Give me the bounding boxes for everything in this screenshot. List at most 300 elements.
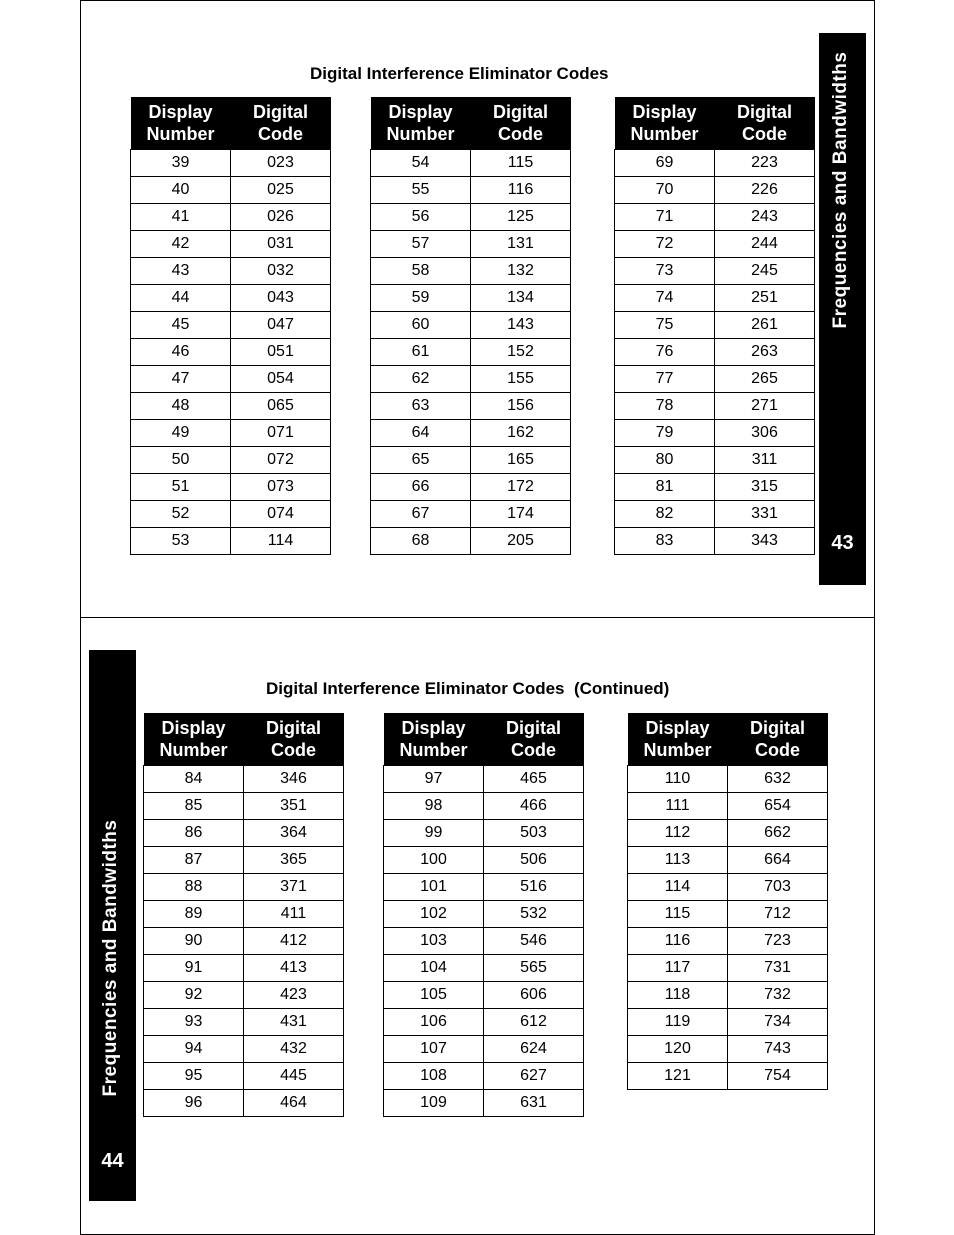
digital-code-cell: 065 bbox=[231, 393, 331, 420]
table-row bbox=[615, 204, 815, 231]
digital-code-cell: 466 bbox=[484, 793, 584, 820]
table-header-row bbox=[144, 713, 344, 766]
display-number-cell: 118 bbox=[628, 982, 728, 1009]
display-number-cell: 96 bbox=[144, 1090, 244, 1117]
table-row bbox=[384, 955, 584, 982]
table-row bbox=[131, 285, 331, 312]
display-number-cell: 84 bbox=[144, 766, 244, 793]
display-number-cell: 40 bbox=[131, 177, 231, 204]
table-row bbox=[144, 982, 344, 1009]
digital-code-cell: 612 bbox=[484, 1009, 584, 1036]
display-number-cell: 67 bbox=[371, 501, 471, 528]
display-number-cell: 108 bbox=[384, 1063, 484, 1090]
display-number-cell: 119 bbox=[628, 1009, 728, 1036]
header-line: Display bbox=[161, 718, 226, 738]
header-line: Digital bbox=[505, 718, 561, 738]
digital-code-cell: 025 bbox=[231, 177, 331, 204]
display-number-cell: 44 bbox=[131, 285, 231, 312]
display-number-cell: 41 bbox=[131, 204, 231, 231]
digital-code-cell: 116 bbox=[471, 177, 571, 204]
display-number-header bbox=[615, 97, 715, 150]
display-number-cell: 94 bbox=[144, 1036, 244, 1063]
table-row bbox=[371, 339, 571, 366]
display-number-cell: 46 bbox=[131, 339, 231, 366]
header-line: Code bbox=[511, 740, 556, 760]
display-number-cell: 51 bbox=[131, 474, 231, 501]
digital-code-cell: 162 bbox=[471, 420, 571, 447]
digital-code-cell: 226 bbox=[715, 177, 815, 204]
digital-code-cell: 712 bbox=[728, 901, 828, 928]
header-line: Display bbox=[388, 102, 453, 122]
display-number-cell: 102 bbox=[384, 901, 484, 928]
display-number-cell: 81 bbox=[615, 474, 715, 501]
display-number-cell: 73 bbox=[615, 258, 715, 285]
digital-code-header bbox=[728, 713, 828, 766]
header-line: Code bbox=[498, 124, 543, 144]
display-number-cell: 91 bbox=[144, 955, 244, 982]
codes-table-1 bbox=[143, 713, 344, 1117]
table-row bbox=[371, 312, 571, 339]
display-number-cell: 76 bbox=[615, 339, 715, 366]
page-number: 43 bbox=[831, 532, 854, 554]
display-number-cell: 64 bbox=[371, 420, 471, 447]
table-row bbox=[371, 420, 571, 447]
digital-code-cell: 165 bbox=[471, 447, 571, 474]
table-row bbox=[144, 1009, 344, 1036]
table-header-row bbox=[371, 97, 571, 150]
display-number-cell: 80 bbox=[615, 447, 715, 474]
table-row bbox=[144, 1036, 344, 1063]
table-row bbox=[615, 258, 815, 285]
display-number-cell: 87 bbox=[144, 847, 244, 874]
digital-code-cell: 134 bbox=[471, 285, 571, 312]
table-row bbox=[371, 447, 571, 474]
table-row bbox=[628, 1036, 828, 1063]
digital-code-cell: 032 bbox=[231, 258, 331, 285]
digital-code-cell: 072 bbox=[231, 447, 331, 474]
display-number-cell: 112 bbox=[628, 820, 728, 847]
header-line: Display bbox=[645, 718, 710, 738]
table-row bbox=[628, 1009, 828, 1036]
digital-code-cell: 365 bbox=[244, 847, 344, 874]
digital-code-header bbox=[484, 713, 584, 766]
table-row bbox=[615, 366, 815, 393]
digital-code-cell: 411 bbox=[244, 901, 344, 928]
display-number-cell: 77 bbox=[615, 366, 715, 393]
display-number-header bbox=[144, 713, 244, 766]
digital-code-cell: 026 bbox=[231, 204, 331, 231]
digital-code-cell: 174 bbox=[471, 501, 571, 528]
display-number-cell: 48 bbox=[131, 393, 231, 420]
digital-code-cell: 371 bbox=[244, 874, 344, 901]
display-number-cell: 93 bbox=[144, 1009, 244, 1036]
display-number-cell: 54 bbox=[371, 150, 471, 177]
table-row bbox=[628, 874, 828, 901]
header-line: Display bbox=[148, 102, 213, 122]
display-number-cell: 78 bbox=[615, 393, 715, 420]
table-row bbox=[371, 177, 571, 204]
display-number-cell: 114 bbox=[628, 874, 728, 901]
digital-code-cell: 172 bbox=[471, 474, 571, 501]
header-line: Number bbox=[643, 740, 712, 760]
digital-code-cell: 031 bbox=[231, 231, 331, 258]
display-number-cell: 52 bbox=[131, 501, 231, 528]
display-number-cell: 109 bbox=[384, 1090, 484, 1117]
digital-code-cell: 754 bbox=[728, 1063, 828, 1090]
digital-code-cell: 546 bbox=[484, 928, 584, 955]
display-number-header bbox=[371, 97, 471, 150]
display-number-cell: 92 bbox=[144, 982, 244, 1009]
table-row bbox=[628, 766, 828, 793]
digital-code-cell: 331 bbox=[715, 501, 815, 528]
table-row bbox=[384, 820, 584, 847]
digital-code-cell: 047 bbox=[231, 312, 331, 339]
display-number-cell: 53 bbox=[131, 528, 231, 555]
table-row bbox=[131, 501, 331, 528]
table-row bbox=[615, 528, 815, 555]
display-number-cell: 58 bbox=[371, 258, 471, 285]
display-number-cell: 56 bbox=[371, 204, 471, 231]
display-number-cell: 43 bbox=[131, 258, 231, 285]
table-row bbox=[144, 1090, 344, 1117]
digital-code-cell: 023 bbox=[231, 150, 331, 177]
header-line: Code bbox=[258, 124, 303, 144]
table-row bbox=[615, 285, 815, 312]
display-number-cell: 65 bbox=[371, 447, 471, 474]
section-tab-label: Frequencies and Bandwidths bbox=[100, 819, 121, 1097]
table-row bbox=[628, 928, 828, 955]
display-number-cell: 120 bbox=[628, 1036, 728, 1063]
table-row bbox=[628, 901, 828, 928]
table-row bbox=[131, 366, 331, 393]
table-row bbox=[384, 1063, 584, 1090]
page-44 bbox=[80, 617, 875, 1235]
table-row bbox=[615, 177, 815, 204]
display-number-cell: 57 bbox=[371, 231, 471, 258]
digital-code-cell: 311 bbox=[715, 447, 815, 474]
display-number-cell: 55 bbox=[371, 177, 471, 204]
table-row bbox=[384, 982, 584, 1009]
digital-code-cell: 132 bbox=[471, 258, 571, 285]
digital-code-cell: 734 bbox=[728, 1009, 828, 1036]
display-number-cell: 49 bbox=[131, 420, 231, 447]
digital-code-cell: 703 bbox=[728, 874, 828, 901]
digital-code-cell: 364 bbox=[244, 820, 344, 847]
page-43 bbox=[80, 0, 875, 618]
digital-code-cell: 445 bbox=[244, 1063, 344, 1090]
table-row bbox=[371, 150, 571, 177]
table-row bbox=[131, 420, 331, 447]
header-line: Display bbox=[401, 718, 466, 738]
display-number-cell: 66 bbox=[371, 474, 471, 501]
table-row bbox=[615, 474, 815, 501]
display-number-cell: 107 bbox=[384, 1036, 484, 1063]
display-number-cell: 89 bbox=[144, 901, 244, 928]
digital-code-cell: 223 bbox=[715, 150, 815, 177]
table-row bbox=[384, 793, 584, 820]
table-row bbox=[628, 1063, 828, 1090]
digital-code-cell: 465 bbox=[484, 766, 584, 793]
header-line: Digital bbox=[252, 102, 308, 122]
page-number: 44 bbox=[101, 1150, 124, 1172]
display-number-cell: 90 bbox=[144, 928, 244, 955]
section-tab bbox=[819, 33, 866, 585]
header-line: Digital bbox=[265, 718, 321, 738]
table-row bbox=[144, 793, 344, 820]
digital-code-cell: 244 bbox=[715, 231, 815, 258]
table-row bbox=[615, 231, 815, 258]
table-row bbox=[628, 955, 828, 982]
display-number-cell: 111 bbox=[628, 793, 728, 820]
header-line: Number bbox=[146, 124, 215, 144]
table-row bbox=[131, 474, 331, 501]
digital-code-cell: 051 bbox=[231, 339, 331, 366]
display-number-cell: 98 bbox=[384, 793, 484, 820]
display-number-cell: 104 bbox=[384, 955, 484, 982]
codes-table-3 bbox=[627, 713, 828, 1090]
display-number-cell: 103 bbox=[384, 928, 484, 955]
table-row bbox=[144, 1063, 344, 1090]
header-line: Number bbox=[159, 740, 228, 760]
display-number-cell: 59 bbox=[371, 285, 471, 312]
digital-code-cell: 506 bbox=[484, 847, 584, 874]
table-row bbox=[131, 204, 331, 231]
digital-code-cell: 631 bbox=[484, 1090, 584, 1117]
digital-code-cell: 723 bbox=[728, 928, 828, 955]
digital-code-cell: 431 bbox=[244, 1009, 344, 1036]
digital-code-cell: 664 bbox=[728, 847, 828, 874]
table-row bbox=[131, 177, 331, 204]
digital-code-cell: 624 bbox=[484, 1036, 584, 1063]
display-number-cell: 113 bbox=[628, 847, 728, 874]
display-number-cell: 50 bbox=[131, 447, 231, 474]
display-number-cell: 116 bbox=[628, 928, 728, 955]
digital-code-cell: 432 bbox=[244, 1036, 344, 1063]
digital-code-cell: 351 bbox=[244, 793, 344, 820]
display-number-cell: 62 bbox=[371, 366, 471, 393]
header-line: Code bbox=[755, 740, 800, 760]
header-line: Number bbox=[399, 740, 468, 760]
header-line: Display bbox=[632, 102, 697, 122]
table-row bbox=[144, 766, 344, 793]
digital-code-cell: 152 bbox=[471, 339, 571, 366]
display-number-cell: 121 bbox=[628, 1063, 728, 1090]
digital-code-cell: 731 bbox=[728, 955, 828, 982]
table-row bbox=[628, 820, 828, 847]
header-line: Number bbox=[386, 124, 455, 144]
table-row bbox=[615, 501, 815, 528]
table-row bbox=[628, 847, 828, 874]
table-row bbox=[131, 339, 331, 366]
display-number-cell: 71 bbox=[615, 204, 715, 231]
page-title: Digital Interference Eliminator Codes (Continued) bbox=[266, 679, 670, 698]
display-number-cell: 72 bbox=[615, 231, 715, 258]
display-number-cell: 86 bbox=[144, 820, 244, 847]
display-number-cell: 69 bbox=[615, 150, 715, 177]
digital-code-header bbox=[471, 97, 571, 150]
digital-code-cell: 114 bbox=[231, 528, 331, 555]
digital-code-header bbox=[244, 713, 344, 766]
display-number-cell: 100 bbox=[384, 847, 484, 874]
digital-code-cell: 743 bbox=[728, 1036, 828, 1063]
table-row bbox=[384, 1036, 584, 1063]
display-number-cell: 95 bbox=[144, 1063, 244, 1090]
display-number-cell: 106 bbox=[384, 1009, 484, 1036]
table-row bbox=[144, 874, 344, 901]
table-row bbox=[144, 955, 344, 982]
digital-code-cell: 423 bbox=[244, 982, 344, 1009]
table-row bbox=[615, 150, 815, 177]
display-number-cell: 83 bbox=[615, 528, 715, 555]
table-row bbox=[384, 901, 584, 928]
table-row bbox=[371, 204, 571, 231]
table-row bbox=[615, 312, 815, 339]
display-number-cell: 88 bbox=[144, 874, 244, 901]
digital-code-cell: 565 bbox=[484, 955, 584, 982]
table-header-row bbox=[131, 97, 331, 150]
table-row bbox=[371, 474, 571, 501]
digital-code-cell: 243 bbox=[715, 204, 815, 231]
display-number-cell: 63 bbox=[371, 393, 471, 420]
table-row bbox=[371, 285, 571, 312]
table-row bbox=[131, 393, 331, 420]
codes-table-2 bbox=[370, 97, 571, 555]
digital-code-cell: 115 bbox=[471, 150, 571, 177]
digital-code-cell: 503 bbox=[484, 820, 584, 847]
table-row bbox=[384, 1009, 584, 1036]
digital-code-cell: 131 bbox=[471, 231, 571, 258]
table-header-row bbox=[384, 713, 584, 766]
header-line: Digital bbox=[749, 718, 805, 738]
display-number-cell: 79 bbox=[615, 420, 715, 447]
table-header-row bbox=[628, 713, 828, 766]
digital-code-cell: 263 bbox=[715, 339, 815, 366]
table-row bbox=[144, 847, 344, 874]
display-number-cell: 47 bbox=[131, 366, 231, 393]
digital-code-cell: 413 bbox=[244, 955, 344, 982]
table-row bbox=[615, 393, 815, 420]
display-number-cell: 42 bbox=[131, 231, 231, 258]
display-number-cell: 45 bbox=[131, 312, 231, 339]
display-number-cell: 115 bbox=[628, 901, 728, 928]
digital-code-cell: 261 bbox=[715, 312, 815, 339]
codes-table-3 bbox=[614, 97, 815, 555]
page-title: Digital Interference Eliminator Codes bbox=[310, 64, 609, 83]
display-number-cell: 82 bbox=[615, 501, 715, 528]
table-row bbox=[384, 874, 584, 901]
header-line: Number bbox=[630, 124, 699, 144]
table-row bbox=[628, 982, 828, 1009]
digital-code-cell: 271 bbox=[715, 393, 815, 420]
digital-code-cell: 632 bbox=[728, 766, 828, 793]
display-number-cell: 110 bbox=[628, 766, 728, 793]
table-row bbox=[131, 150, 331, 177]
table-row bbox=[144, 820, 344, 847]
digital-code-cell: 346 bbox=[244, 766, 344, 793]
display-number-cell: 101 bbox=[384, 874, 484, 901]
table-row bbox=[371, 366, 571, 393]
digital-code-cell: 074 bbox=[231, 501, 331, 528]
table-row bbox=[131, 231, 331, 258]
table-row bbox=[131, 528, 331, 555]
table-row bbox=[371, 501, 571, 528]
display-number-cell: 105 bbox=[384, 982, 484, 1009]
codes-table-1 bbox=[130, 97, 331, 555]
table-row bbox=[144, 928, 344, 955]
section-tab bbox=[89, 650, 136, 1201]
table-row bbox=[615, 420, 815, 447]
table-row bbox=[628, 793, 828, 820]
table-row bbox=[384, 766, 584, 793]
codes-table-2 bbox=[383, 713, 584, 1117]
display-number-cell: 99 bbox=[384, 820, 484, 847]
digital-code-cell: 143 bbox=[471, 312, 571, 339]
digital-code-cell: 532 bbox=[484, 901, 584, 928]
digital-code-header bbox=[715, 97, 815, 150]
table-row bbox=[131, 447, 331, 474]
table-row bbox=[615, 339, 815, 366]
display-number-cell: 117 bbox=[628, 955, 728, 982]
display-number-header bbox=[131, 97, 231, 150]
digital-code-cell: 732 bbox=[728, 982, 828, 1009]
section-tab-label: Frequencies and Bandwidths bbox=[830, 51, 851, 329]
table-row bbox=[371, 393, 571, 420]
display-number-cell: 74 bbox=[615, 285, 715, 312]
header-line: Code bbox=[742, 124, 787, 144]
digital-code-cell: 245 bbox=[715, 258, 815, 285]
digital-code-cell: 071 bbox=[231, 420, 331, 447]
digital-code-cell: 654 bbox=[728, 793, 828, 820]
display-number-cell: 97 bbox=[384, 766, 484, 793]
table-row bbox=[371, 231, 571, 258]
display-number-cell: 61 bbox=[371, 339, 471, 366]
digital-code-header bbox=[231, 97, 331, 150]
table-row bbox=[131, 312, 331, 339]
table-row bbox=[384, 1090, 584, 1117]
table-row bbox=[371, 528, 571, 555]
display-number-header bbox=[384, 713, 484, 766]
table-row bbox=[371, 258, 571, 285]
digital-code-cell: 155 bbox=[471, 366, 571, 393]
digital-code-cell: 516 bbox=[484, 874, 584, 901]
digital-code-cell: 627 bbox=[484, 1063, 584, 1090]
display-number-cell: 39 bbox=[131, 150, 231, 177]
digital-code-cell: 125 bbox=[471, 204, 571, 231]
digital-code-cell: 043 bbox=[231, 285, 331, 312]
digital-code-cell: 054 bbox=[231, 366, 331, 393]
digital-code-cell: 205 bbox=[471, 528, 571, 555]
display-number-cell: 70 bbox=[615, 177, 715, 204]
header-line: Code bbox=[271, 740, 316, 760]
display-number-cell: 75 bbox=[615, 312, 715, 339]
header-line: Digital bbox=[736, 102, 792, 122]
digital-code-cell: 306 bbox=[715, 420, 815, 447]
table-row bbox=[384, 928, 584, 955]
digital-code-cell: 606 bbox=[484, 982, 584, 1009]
digital-code-cell: 265 bbox=[715, 366, 815, 393]
table-header-row bbox=[615, 97, 815, 150]
digital-code-cell: 662 bbox=[728, 820, 828, 847]
header-line: Digital bbox=[492, 102, 548, 122]
display-number-cell: 85 bbox=[144, 793, 244, 820]
digital-code-cell: 073 bbox=[231, 474, 331, 501]
digital-code-cell: 156 bbox=[471, 393, 571, 420]
digital-code-cell: 412 bbox=[244, 928, 344, 955]
table-row bbox=[615, 447, 815, 474]
digital-code-cell: 315 bbox=[715, 474, 815, 501]
table-row bbox=[131, 258, 331, 285]
display-number-header bbox=[628, 713, 728, 766]
